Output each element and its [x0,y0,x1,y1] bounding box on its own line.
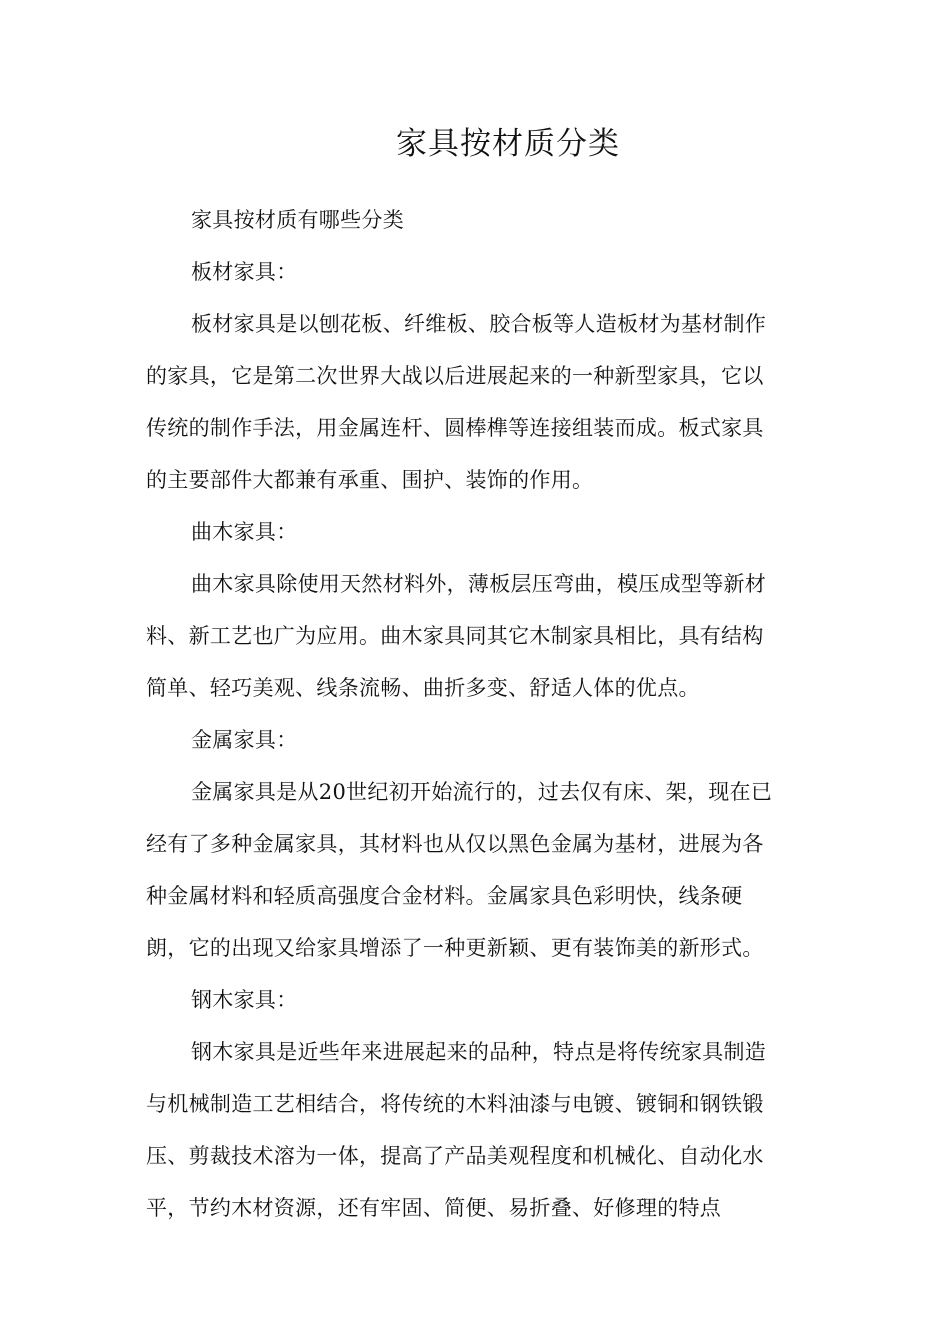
text-line: 钢木家具是近些年来进展起来的品种，特点是将传统家具制造 [191,1040,767,1064]
section-heading: 钢木家具： [191,988,298,1012]
text-line: 简单、轻巧美观、线条流畅、曲折多变、舒适人体的优点。 [146,676,700,700]
section-heading: 板材家具： [191,260,298,284]
text-line: 与机械制造工艺相结合，将传统的木料油漆与电镀、镀铜和钢铁锻 [146,1092,764,1116]
section-heading: 曲木家具： [191,520,298,544]
text-line: 的主要部件大都兼有承重、围护、装饰的作用。 [146,468,594,492]
text-line: 平，节约木材资源，还有牢固、简便、易折叠、好修理的特点 [146,1196,722,1220]
text-line: 曲木家具除使用天然材料外，薄板层压弯曲，模压成型等新材 [191,572,767,596]
text-line: 金属家具是从20世纪初开始流行的，过去仅有床、架，现在已 [191,780,773,804]
section-heading: 金属家具： [191,728,298,752]
text-line: 压、剪裁技术溶为一体，提高了产品美观程度和机械化、自动化水 [146,1144,764,1168]
text-line: 种金属材料和轻质高强度合金材料。金属家具色彩明快，线条硬 [146,884,743,908]
text-line: 传统的制作手法，用金属连杆、圆棒榫等连接组装而成。板式家具 [146,416,764,440]
document-title: 家具按材质分类 [396,126,620,162]
text-line: 板材家具是以刨花板、纤维板、胶合板等人造板材为基材制作 [191,312,767,336]
text-line: 家具按材质有哪些分类 [191,208,404,232]
text-line: 的家具，它是第二次世界大战以后进展起来的一种新型家具，它以 [146,364,764,388]
text-line: 朗，它的出现又给家具增添了一种更新颖、更有装饰美的新形式。 [146,936,764,960]
text-line: 料、新工艺也广为应用。曲木家具同其它木制家具相比，具有结构 [146,624,764,648]
text-line: 经有了多种金属家具，其材料也从仅以黑色金属为基材，进展为各 [146,832,764,856]
document-body [146,194,806,1234]
